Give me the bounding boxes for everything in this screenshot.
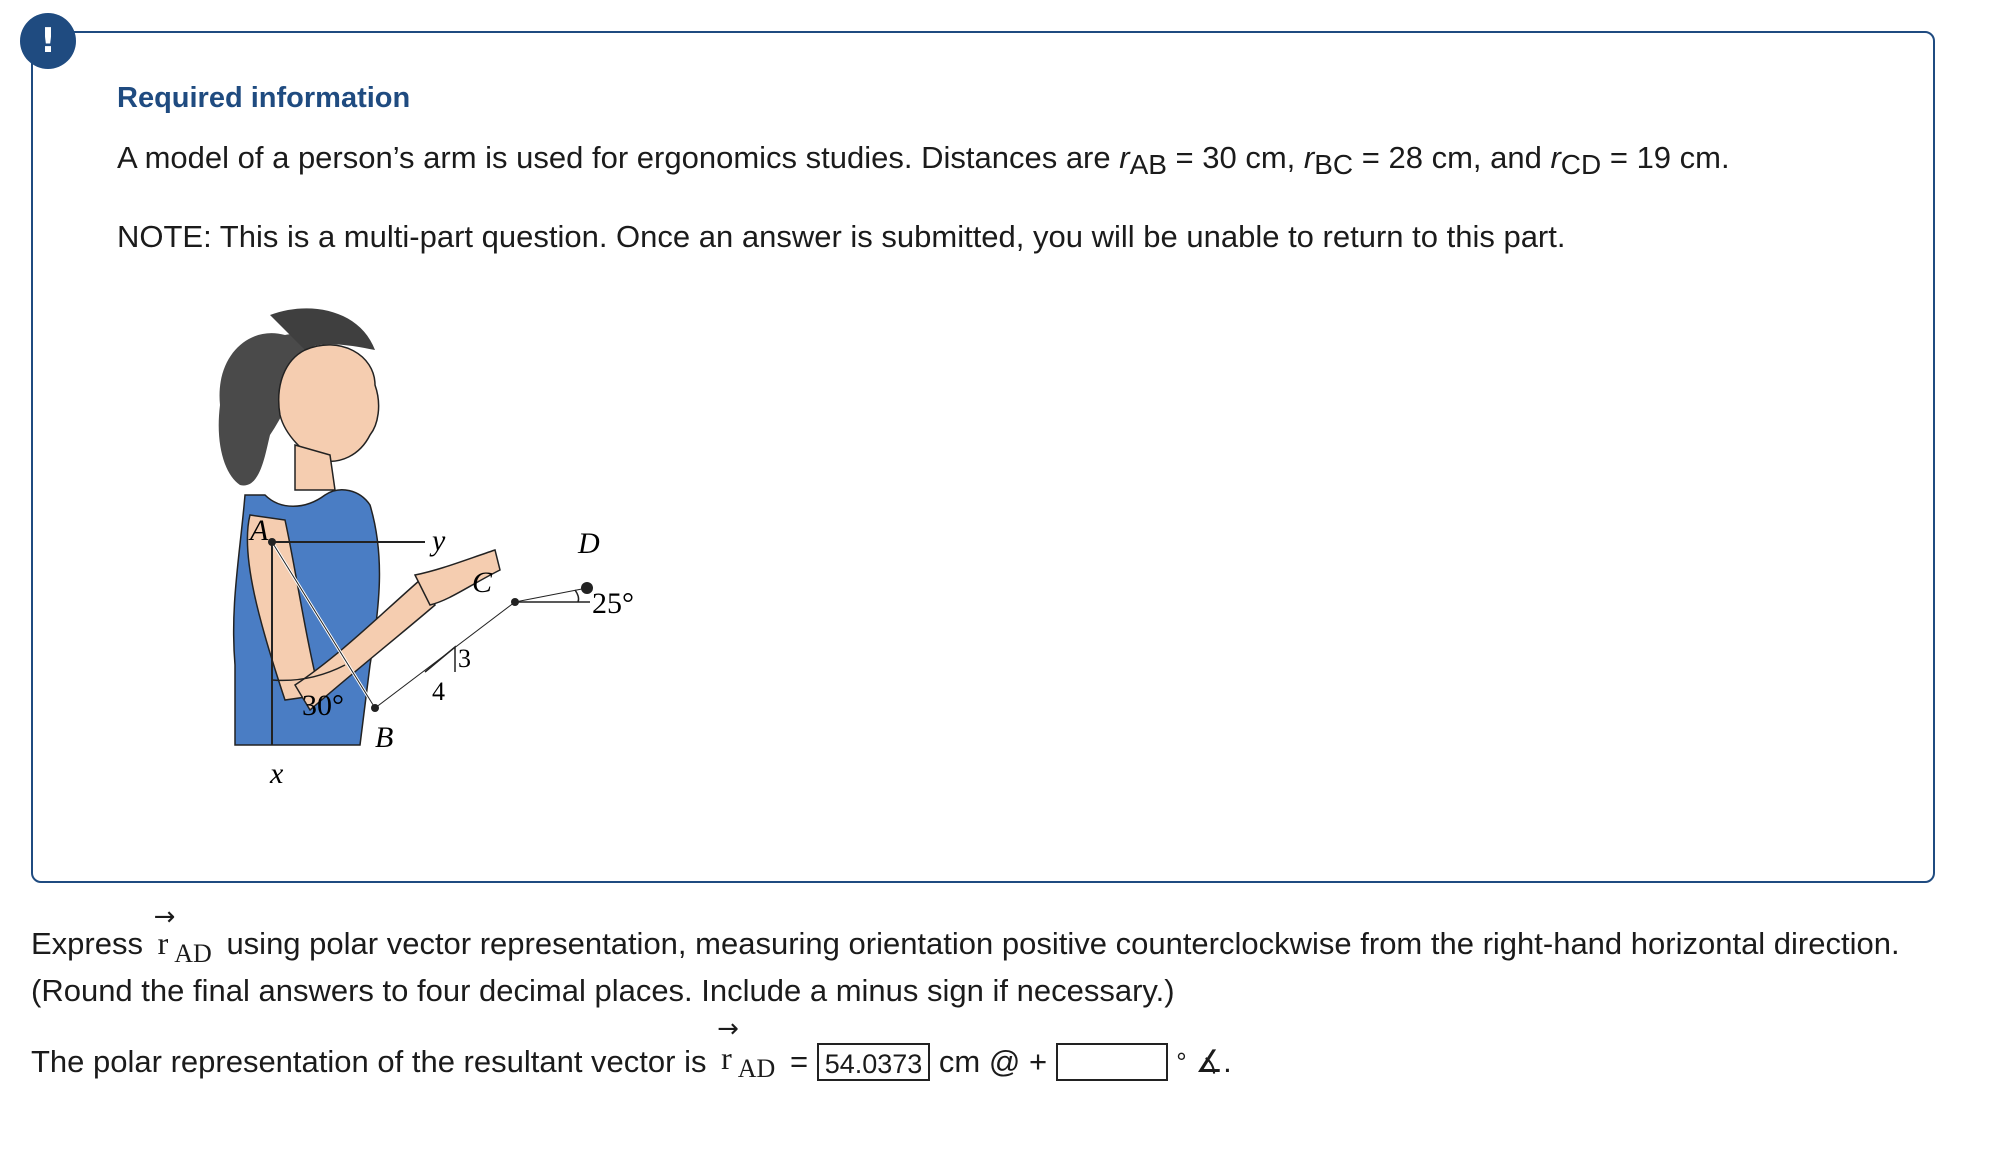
label-a: A [250, 514, 269, 547]
label-angle-25: 25° [592, 587, 634, 620]
face-shape [279, 345, 379, 461]
label-slope-rise: 3 [458, 644, 471, 673]
vector-r-ad-answer: → r $_{AD}$ [717, 1014, 776, 1083]
magnitude-input[interactable]: 54.0373 [817, 1043, 931, 1081]
label-d: D [578, 527, 600, 560]
label-y-axis: y [432, 524, 446, 557]
label-b: B [375, 721, 394, 754]
segment-cd-outline [515, 588, 587, 602]
point-c-dot [511, 598, 519, 606]
slope-triangle [425, 647, 455, 672]
label-x-axis: x [270, 757, 284, 790]
problem-statement: A model of a person’s arm is used for ergonomics studies. Distances are rAB = 30 cm, rBC = 28 cm, and rCD = 19 cm. [117, 140, 1730, 180]
question-instructions: Express → r $_{AD}$ using polar vector representation, measuring orientation positive counterclockwise from the right-hand horizontal direction. (Round the final answers to four decimal places. Include a minus sign if necessary.) [31, 902, 1900, 1008]
answer-row: The polar representation of the resultant vector is → r $_{AD}$ = 54.0373 cm @ + ° ∡. [31, 1014, 1232, 1083]
degree-symbol: ° [1176, 1046, 1187, 1077]
angle-input[interactable] [1056, 1043, 1168, 1081]
label-angle-30: 30° [302, 689, 344, 722]
alert-icon: ! [20, 13, 76, 69]
vector-r-ad: → r $_{AD}$ [153, 902, 212, 968]
label-c: C [472, 566, 493, 599]
point-b-dot [371, 704, 379, 712]
arm-model-figure [210, 305, 690, 805]
angle-25-arc [575, 590, 579, 602]
angle-symbol: ∡. [1195, 1044, 1232, 1079]
required-info-heading: Required information [117, 82, 411, 114]
point-a-dot [268, 538, 276, 546]
label-slope-run: 4 [432, 677, 445, 706]
multipart-note: NOTE: This is a multi-part question. Once an answer is submitted, you will be unable to return to this part. [117, 219, 1566, 254]
